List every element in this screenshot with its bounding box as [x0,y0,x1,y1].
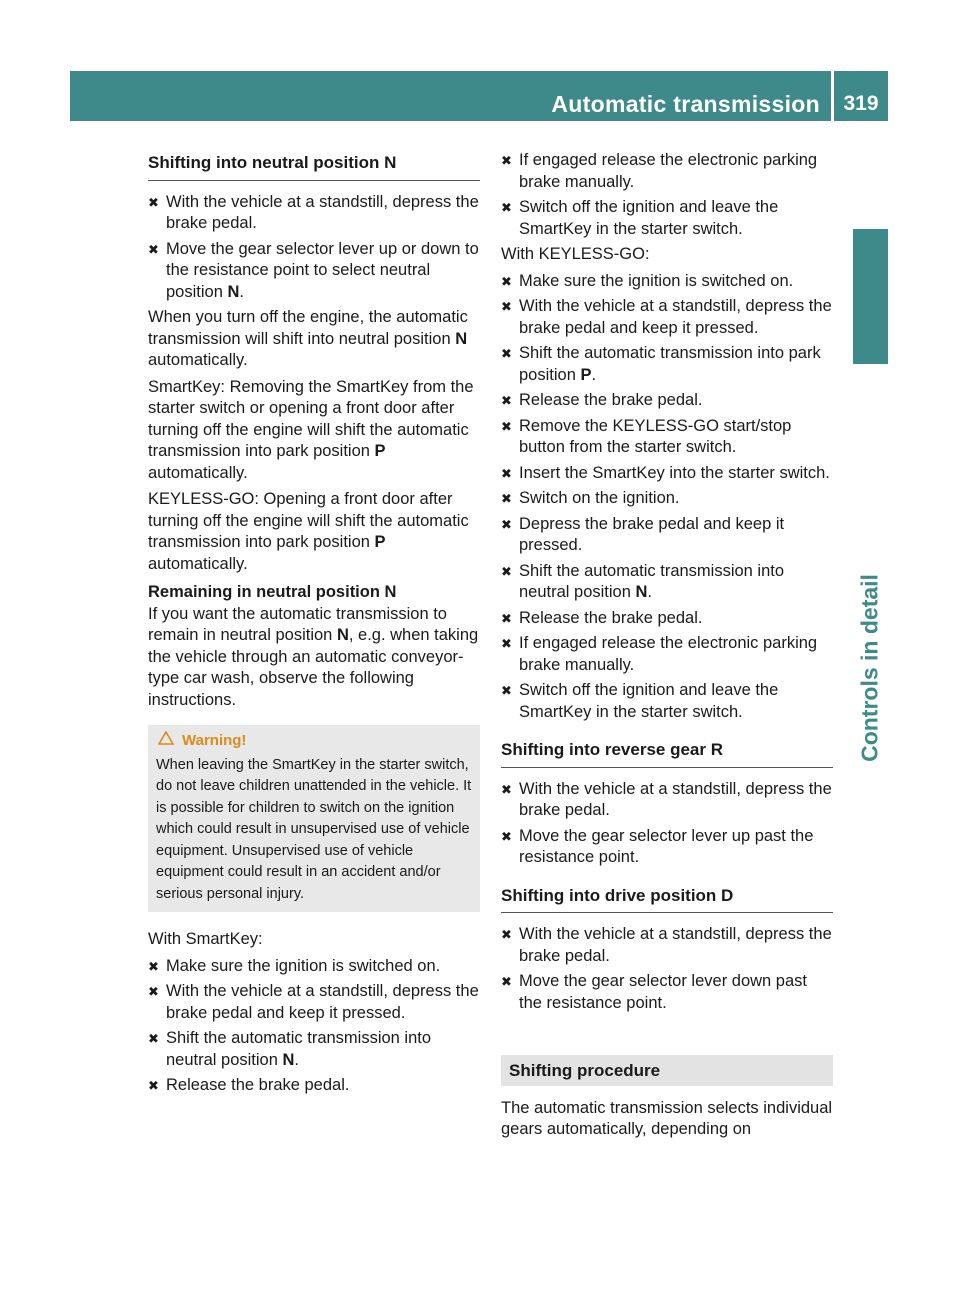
step-text: Release the brake pedal. [519,391,703,409]
right-column [501,150,833,1146]
step-item [148,1075,480,1097]
keyless-label: With KEYLESS-GO: [501,245,650,263]
page-header-bar [70,71,888,121]
step-item [501,463,833,485]
step-item [148,981,480,1024]
step-text: With the vehicle at a standstill, depress the brake pedal. [519,779,832,819]
arrow-right-icon: ✖ [148,958,159,974]
step-item [501,779,833,822]
arrow-right-icon: ✖ [501,516,512,532]
warning-triangle-icon [158,730,174,752]
arrow-right-icon: ✖ [501,636,512,651]
step-item [501,924,833,967]
paragraph [148,377,480,485]
procedure-paragraph: The automatic transmission selects individual gears automatically, depending on [501,1098,833,1138]
step-text: Move the gear selector lever up past the resistance point. [519,826,814,866]
warning-heading [158,730,472,752]
arrow-right-icon: ✖ [148,194,159,210]
step-text: Release the brake pedal. [519,608,703,627]
arrow-right-icon: ✖ [148,1078,159,1093]
paragraph [148,307,480,372]
page-number: 319 [843,92,879,115]
step-item [501,826,833,869]
step-item [501,680,833,723]
paragraph-text: When you turn off the engine, the automatic transmission will shift into neutral position [148,308,468,348]
step-text-end: . [239,282,244,301]
step-text: With the vehicle at a standstill, depress the brake pedal and keep it pressed. [519,297,832,337]
step-text: Shift the automatic transmission into neutral position [166,1029,432,1069]
warning-box [148,725,480,912]
arrow-right-icon: ✖ [501,974,512,989]
step-bold: N [282,1050,295,1069]
step-text: Switch off the ignition and leave the SmartKey in the starter switch. [519,198,779,238]
step-text: Release the brake pedal. [166,1076,350,1094]
step-item [501,271,833,293]
step-item [501,561,833,604]
paragraph-text: If you want the automatic transmission to remain in neutral position [148,604,447,644]
step-item [501,390,833,412]
step-text: Remove the KEYLESS-GO start/stop button from the starter switch. [519,416,792,456]
paragraph-bold: P [374,533,386,551]
arrow-right-icon: ✖ [501,683,512,698]
arrow-right-icon: ✖ [148,1031,159,1046]
section-heading-reverse: Shifting into reverse gear R [501,737,833,768]
step-text: Insert the SmartKey into the starter switch. [519,463,830,482]
step-text: If engaged release the electronic parking brake manually. [519,151,818,191]
paragraph-bold: N [455,329,468,348]
paragraph-bold: N [336,626,349,644]
step-text: Move the gear selector lever down past the resistance point. [519,972,807,1012]
step-text-end: . [647,583,653,601]
step-item [148,239,480,304]
arrow-right-icon: ✖ [148,241,159,257]
paragraph-text: KEYLESS-GO: Opening a front door after turning off the engine will shift the automatic transmission into park position [148,490,469,551]
step-item [501,488,833,510]
step-text: With the vehicle at a standstill, depress the brake pedal. [519,925,832,965]
step-text: Depress the brake pedal and keep it pressed. [519,514,785,554]
section-heading-procedure: Shifting procedure [501,1055,833,1086]
arrow-right-icon: ✖ [501,927,512,942]
arrow-right-icon: ✖ [501,200,512,215]
paragraph-text: SmartKey: Removing the SmartKey from the starter switch or opening a front door after turning off the engine will shift the automatic transmission into park position [148,377,474,460]
step-text: Shift the automatic transmission into park position [519,344,821,384]
section-heading-drive: Shifting into drive position D [501,883,833,914]
arrow-right-icon: ✖ [501,781,512,797]
step-item [501,971,833,1014]
arrow-right-icon: ✖ [501,346,512,361]
arrow-right-icon: ✖ [501,491,512,506]
step-bold: P [580,365,592,384]
paragraph-text: automatically. [148,554,248,573]
warning-text: When leaving the SmartKey in the starter switch, do not leave children unattended in the vehicle. It is possible for children to switch on the ignition which could result in unsupervised use of vehicle equipment. Unsupervised use of vehicle equipment could result in an accident and/or serious personal injury. [156,756,472,902]
arrow-right-icon: ✖ [148,984,159,999]
paragraph-text: automatically. [148,463,248,482]
step-text-end: . [294,1050,300,1069]
step-bold: N [227,282,240,301]
warning-title: Warning! [182,732,247,749]
paragraph [148,489,480,575]
arrow-right-icon: ✖ [501,828,512,844]
subheading-remaining-neutral: Remaining in neutral position N [148,583,397,601]
left-column [148,150,480,1101]
chapter-title: Automatic transmission [551,91,820,117]
step-text: Make sure the ignition is switched on. [166,956,441,975]
paragraph-text: , e.g. when taking the vehicle through an automatic conveyor-type car wash, observe the following instructions. [148,626,479,709]
paragraph-text: automatically. [148,351,248,369]
section-tab-marker [853,229,888,364]
step-text: With the vehicle at a standstill, depress the brake pedal. [166,192,479,232]
step-item [501,633,833,676]
arrow-right-icon: ✖ [501,273,512,289]
step-item [501,608,833,630]
step-text: Shift the automatic transmission into neutral position [519,561,785,601]
arrow-right-icon: ✖ [501,563,512,579]
paragraph [148,604,480,712]
smartkey-label: With SmartKey: [148,930,263,948]
arrow-right-icon: ✖ [501,299,512,314]
step-bold: N [635,583,648,601]
step-item [501,343,833,386]
step-text: Move the gear selector lever up or down to the resistance point to select neutral position [166,239,479,301]
step-item [148,192,480,235]
step-text: Switch off the ignition and leave the SmartKey in the starter switch. [519,681,779,721]
step-item [501,296,833,339]
arrow-right-icon: ✖ [501,610,512,626]
step-text: Switch on the ignition. [519,489,680,507]
section-side-label: Controls in detail [856,574,883,762]
step-text: If engaged release the electronic parking brake manually. [519,634,818,674]
step-text: With the vehicle at a standstill, depress the brake pedal and keep it pressed. [166,982,479,1022]
step-item [148,1028,480,1071]
section-heading-neutral: Shifting into neutral position N [148,150,480,181]
step-text-end: . [591,365,597,384]
paragraph-bold: P [374,442,386,460]
step-item [148,956,480,978]
step-text: Make sure the ignition is switched on. [519,271,794,290]
step-item [501,416,833,459]
step-item [501,150,833,193]
arrow-right-icon: ✖ [501,393,512,408]
step-item [501,197,833,240]
step-item [501,514,833,557]
arrow-right-icon: ✖ [501,153,512,168]
arrow-right-icon: ✖ [501,418,512,434]
arrow-right-icon: ✖ [501,465,512,481]
